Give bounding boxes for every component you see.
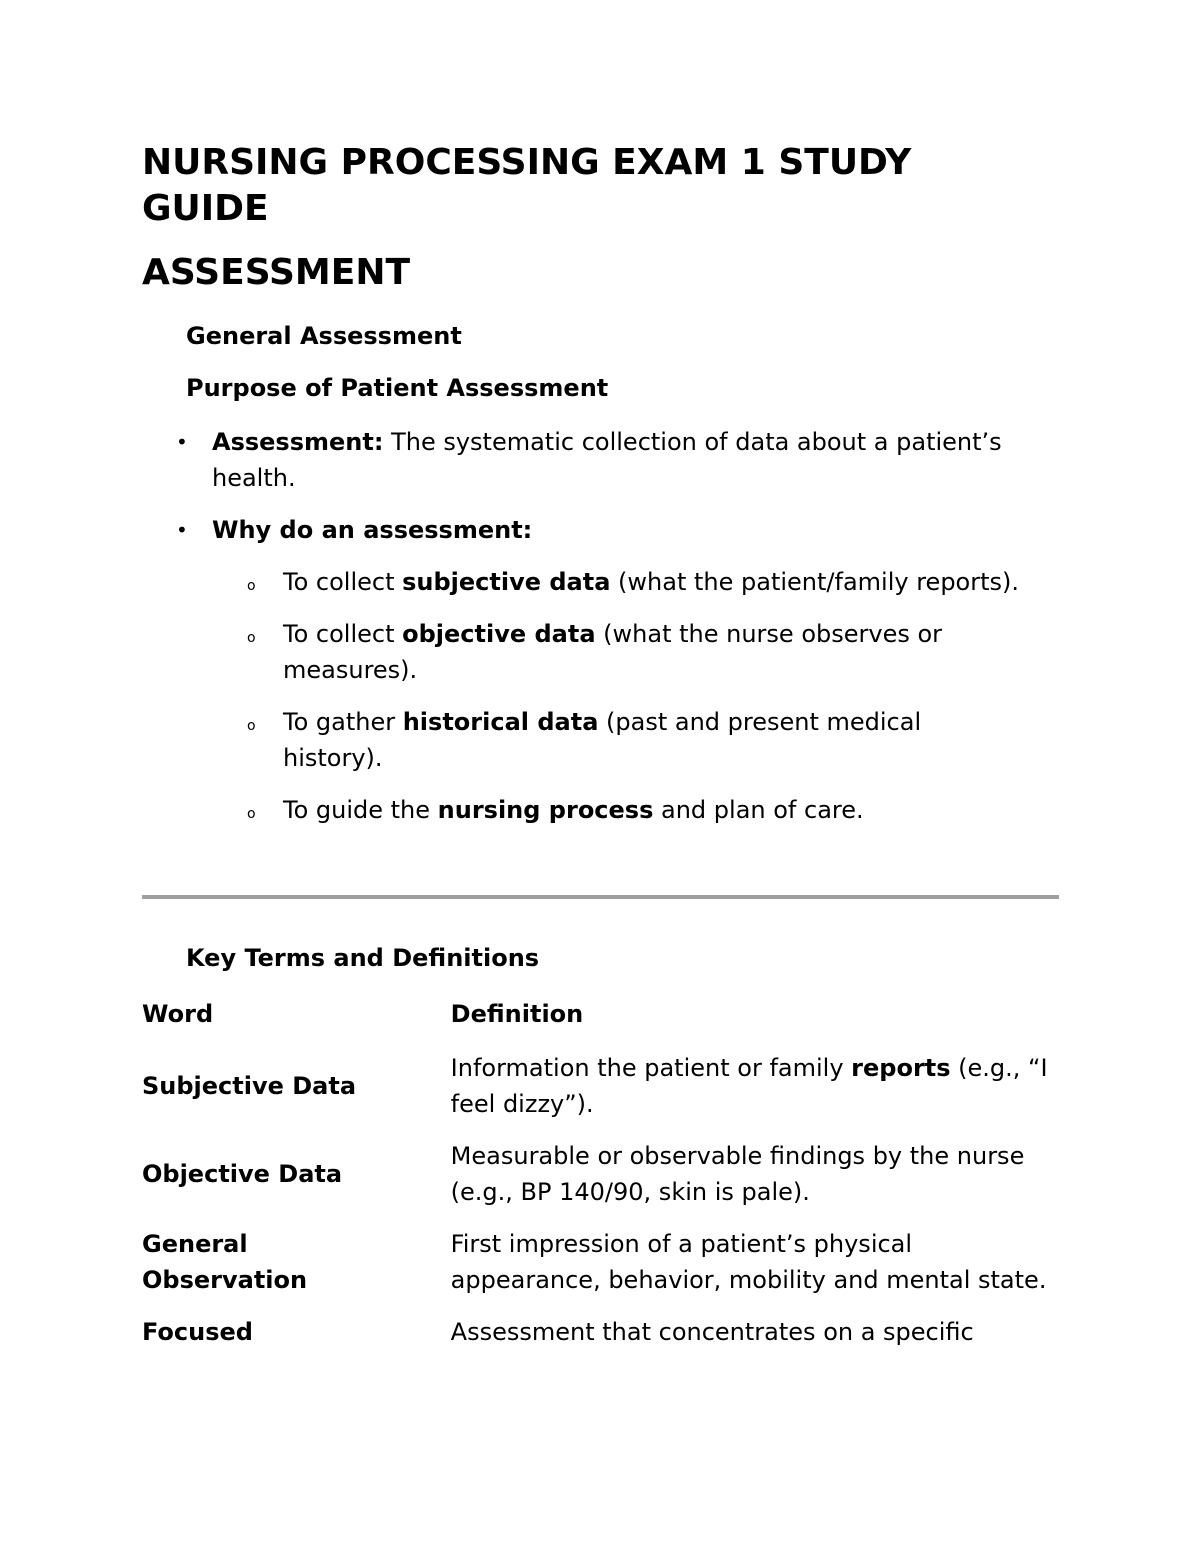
circle-bullet-icon: o	[247, 630, 256, 646]
bullet-term: Assessment:	[212, 428, 384, 456]
sub-bullet-bold: objective data	[402, 620, 596, 648]
list-item	[142, 792, 1023, 828]
heading-purpose-of-assessment: Purpose of Patient Assessment	[186, 374, 609, 402]
column-header-word: Word	[142, 1000, 214, 1028]
term-cell: Objective Data	[142, 1160, 343, 1188]
list-item	[142, 704, 1023, 776]
definition-cell	[451, 1314, 1062, 1366]
horizontal-divider	[142, 895, 1059, 899]
table-row	[142, 1226, 1062, 1314]
definition-text: Information the patient or family	[450, 1054, 852, 1082]
sub-bullet-text: To guide the	[283, 796, 438, 824]
table-header-row	[142, 996, 1062, 1050]
list-item	[142, 424, 1012, 496]
key-terms-section	[142, 942, 1062, 1366]
table-row	[142, 1138, 1062, 1226]
definition-text: (e.g., “I feel dizzy”).	[450, 1054, 1048, 1118]
bullet-text: The systematic collection of data about a patient’s health.	[212, 428, 1002, 492]
table-row	[142, 1314, 1062, 1366]
sub-bullet-text: To collect	[283, 620, 403, 648]
list-item	[142, 512, 1020, 828]
circle-bullet-icon: o	[247, 806, 256, 822]
sub-bullet-list	[212, 564, 1020, 828]
section-heading-assessment: ASSESSMENT	[142, 252, 411, 293]
sub-bullet-text: and plan of care.	[653, 796, 864, 824]
term-cell: Subjective Data	[142, 1072, 357, 1100]
document-page	[142, 140, 1062, 828]
sub-bullet-text: To gather	[283, 708, 403, 736]
sub-bullet-bold: historical data	[402, 708, 599, 736]
key-terms-table	[142, 996, 1062, 1366]
subsection-heading-general-assessment: General Assessment	[186, 322, 462, 350]
list-item	[142, 616, 1023, 688]
definition-cell	[451, 1138, 1062, 1226]
bullet-icon: •	[176, 430, 188, 454]
circle-bullet-icon: o	[247, 578, 256, 594]
sub-bullet-text: (what the patient/family reports).	[610, 568, 1020, 596]
definition-text: First impression of a patient’s physical appearance, behavior, mobility and mental state.	[450, 1230, 1047, 1294]
term-cell: General Observation	[142, 1230, 308, 1294]
bullet-icon: •	[176, 518, 188, 542]
circle-bullet-icon: o	[247, 718, 256, 734]
bullet-term: Why do an assessment:	[212, 516, 533, 544]
heading-key-terms: Key Terms and Definitions	[186, 944, 540, 972]
list-item	[142, 564, 1023, 600]
definition-text: Measurable or observable findings by the nurse (e.g., BP 140/90, skin is pale).	[450, 1142, 1025, 1206]
definition-text: Assessment that concentrates on a specific	[450, 1318, 974, 1346]
bullet-list	[142, 424, 1062, 828]
sub-bullet-bold: nursing process	[437, 796, 654, 824]
document-title: NURSING PROCESSING EXAM 1 STUDY GUIDE	[142, 142, 912, 229]
definition-cell	[451, 1226, 1062, 1314]
table-row	[142, 1050, 1062, 1138]
sub-bullet-text: (what the nurse observes or measures).	[283, 620, 943, 684]
sub-bullet-text: (past and present medical history).	[283, 708, 922, 772]
definition-cell	[451, 1050, 1062, 1138]
term-cell: Focused	[142, 1318, 253, 1346]
sub-bullet-bold: subjective data	[402, 568, 611, 596]
sub-bullet-text: To collect	[283, 568, 403, 596]
definition-bold: reports	[851, 1054, 951, 1082]
column-header-definition: Definition	[450, 1000, 584, 1028]
